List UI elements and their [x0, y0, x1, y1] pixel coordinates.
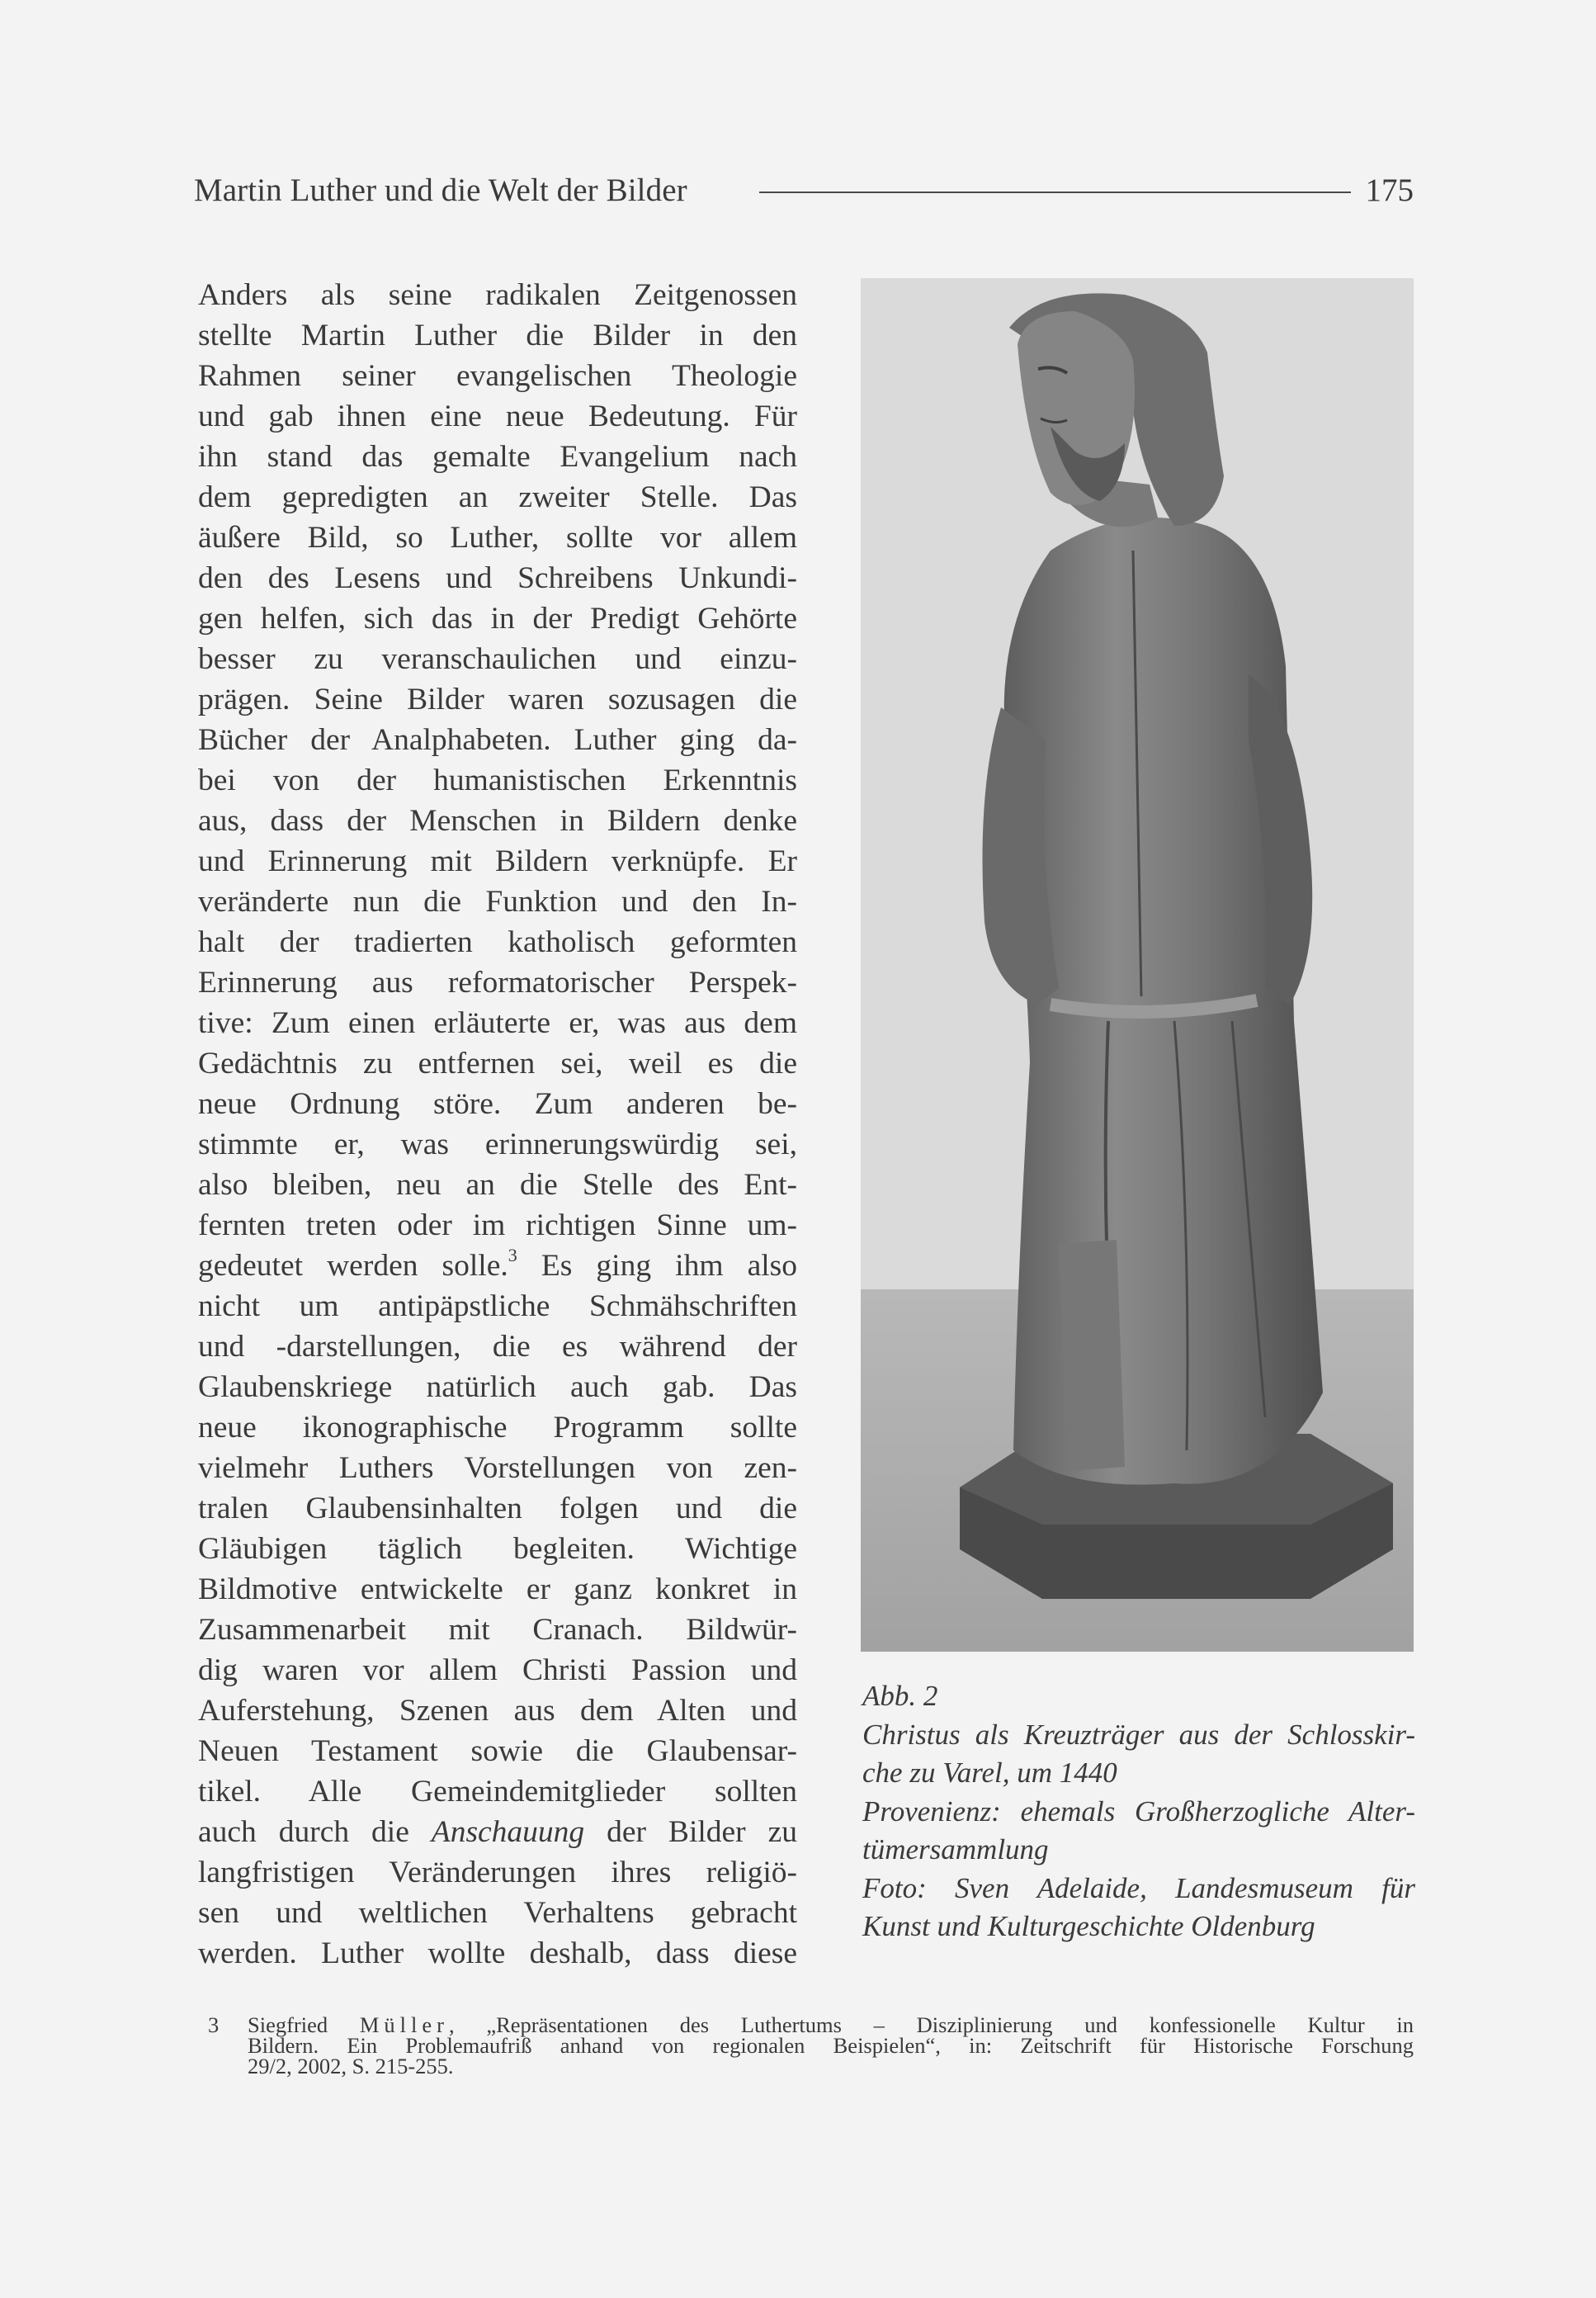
body-line: werden. Luther wollte deshalb, dass diese [198, 1936, 797, 1970]
body-line: halt der tradierten katholisch geformten [198, 925, 797, 959]
body-line: bei von der humanistischen Erkenntnis [198, 764, 797, 797]
body-line: Auferstehung, Szenen aus dem Alten und [198, 1694, 797, 1728]
running-title: Martin Luther und die Welt der Bilder [194, 173, 687, 208]
body-line: Anders als seine radikalen Zeitgenossen [198, 278, 797, 312]
caption-line: che zu Varel, um 1440 [862, 1757, 1117, 1789]
caption-line: Christus als Kreuzträger aus der Schlosskir- [862, 1718, 1415, 1751]
body-line: neue Ordnung störe. Zum anderen be- [198, 1087, 797, 1121]
footnote-reference[interactable]: 3 [508, 1244, 517, 1265]
footnote-text [248, 2012, 1414, 2078]
caption-line: Foto: Sven Adelaide, Landesmuseum für [862, 1871, 1415, 1904]
footnote-line-text: , „Repräsentationen des Luthertums – Disziplinierung und konfessionelle Kultur in [448, 2012, 1414, 2037]
body-line: veränderte nun die Funktion und den In- [198, 885, 797, 919]
figure-label: Abb. 2 [862, 1680, 938, 1712]
body-line: Bildmotive entwickelte er ganz konkret in [198, 1572, 797, 1606]
body-line: Gedächtnis zu entfernen sei, weil es die [198, 1047, 797, 1080]
body-line [198, 1812, 797, 1852]
body-text-run: Es ging ihm also [517, 1249, 797, 1283]
emphasis-text: Anschauung [431, 1815, 585, 1849]
body-line: ihn stand das gemalte Evangelium nach [198, 440, 797, 474]
statue-photo-illustration [861, 278, 1414, 1652]
body-line: prägen. Seine Bilder waren sozusagen die [198, 683, 797, 716]
body-line: gen helfen, sich das in der Predigt Gehörte [198, 602, 797, 636]
figure-caption [862, 1677, 1415, 1946]
body-line: dem gepredigten an zweiter Stelle. Das [198, 480, 797, 514]
footnote-number: 3 [208, 2012, 220, 2037]
page-number: 175 [1365, 173, 1414, 208]
body-line: stellte Martin Luther die Bilder in den [198, 319, 797, 352]
author-first-name: Siegfried [248, 2012, 360, 2037]
body-line: nicht um antipäpstliche Schmähschriften [198, 1289, 797, 1323]
body-line [198, 1246, 797, 1286]
body-line: Neuen Testament sowie die Glaubensar- [198, 1734, 797, 1768]
caption-line: tümersammlung [862, 1833, 1049, 1865]
body-line: tikel. Alle Gemeindemitglieder sollten [198, 1775, 797, 1809]
body-line: Glaubenskriege natürlich auch gab. Das [198, 1370, 797, 1404]
body-line: Gläubigen täglich begleiten. Wichtige [198, 1532, 797, 1566]
body-line: besser zu veranschaulichen und einzu- [198, 642, 797, 676]
body-text-run: der Bilder zu [584, 1815, 797, 1849]
body-line: und Erinnerung mit Bildern verknüpfe. Er [198, 844, 797, 878]
author-last-name: Müller [359, 2012, 449, 2037]
body-line: tive: Zum einen erläuterte er, was aus dem [198, 1006, 797, 1040]
body-text-run: auch durch die [198, 1815, 432, 1849]
body-line: fernten treten oder im richtigen Sinne um- [198, 1208, 797, 1242]
body-line: neue ikonographische Programm sollte [198, 1411, 797, 1445]
body-line: Erinnerung aus reformatorischer Perspek- [198, 966, 797, 1000]
body-line: und -darstellungen, die es während der [198, 1330, 797, 1364]
body-line: aus, dass der Menschen in Bildern denke [198, 804, 797, 838]
caption-line: Kunst und Kulturgeschichte Oldenburg [862, 1910, 1315, 1942]
body-line: sen und weltlichen Verhaltens gebracht [198, 1896, 797, 1930]
footnote-line: 29/2, 2002, S. 215-255. [248, 2054, 454, 2078]
body-line: stimmte er, was erinnerungswürdig sei, [198, 1128, 797, 1161]
body-line: Zusammenarbeit mit Cranach. Bildwür- [198, 1613, 797, 1647]
body-line: äußere Bild, so Luther, sollte vor allem [198, 521, 797, 555]
body-line: langfristigen Veränderungen ihres religiö- [198, 1856, 797, 1889]
body-text-column [198, 275, 797, 1974]
footnote-line: Bildern. Ein Problemaufriß anhand von regionalen Beispielen“, in: Zeitschrift für Historische Forschung [248, 2033, 1414, 2058]
running-header [194, 170, 1414, 211]
body-line: und gab ihnen eine neue Bedeutung. Für [198, 400, 797, 433]
body-line: den des Lesens und Schreibens Unkundi- [198, 561, 797, 595]
body-line: vielmehr Luthers Vorstellungen von zen- [198, 1451, 797, 1485]
body-line: Bücher der Analphabeten. Luther ging da- [198, 723, 797, 757]
body-line: Rahmen seiner evangelischen Theologie [198, 359, 797, 393]
figure-photo-statue [861, 278, 1414, 1652]
body-line: also bleiben, neu an die Stelle des Ent- [198, 1168, 797, 1202]
caption-line: Provenienz: ehemals Großherzogliche Alter- [862, 1794, 1415, 1828]
body-line: dig waren vor allem Christi Passion und [198, 1653, 797, 1687]
header-rule [759, 192, 1351, 193]
body-text-run: gedeutet werden solle. [198, 1249, 508, 1283]
body-line: tralen Glaubensinhalten folgen und die [198, 1492, 797, 1525]
